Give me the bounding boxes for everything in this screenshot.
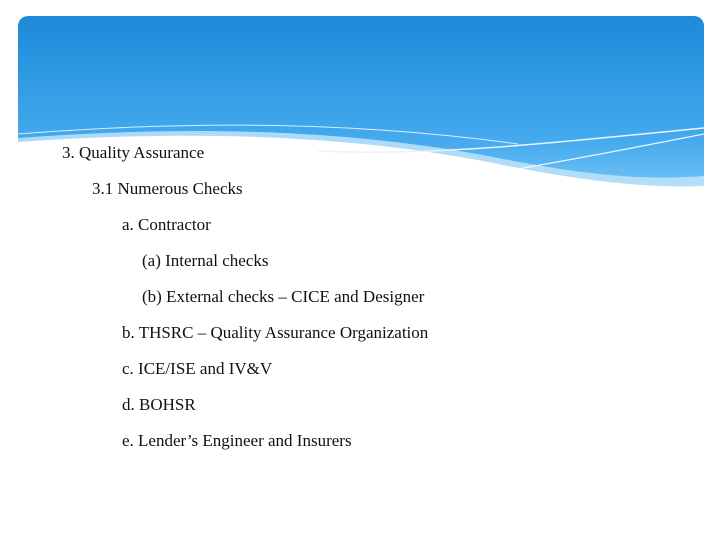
header-banner: [18, 16, 704, 196]
outline-item-9: e. Lender’s Engineer and Insurers: [122, 431, 352, 450]
wave-graphic: [18, 16, 704, 196]
outline-item-8: d. BOHSR: [122, 395, 196, 414]
outline-item-1: 3. Quality Assurance: [62, 143, 205, 162]
outline-item-2: 3.1 Numerous Checks: [92, 179, 243, 198]
outline-item-4: (a) Internal checks: [142, 251, 269, 270]
outline-item-3: a. Contractor: [122, 215, 211, 234]
outline-item-6: b. THSRC – Quality Assurance Organization: [122, 323, 429, 342]
outline-item-5: (b) External checks – CICE and Designer: [142, 287, 425, 306]
outline-item-7: c. ICE/ISE and IV&V: [122, 359, 273, 378]
